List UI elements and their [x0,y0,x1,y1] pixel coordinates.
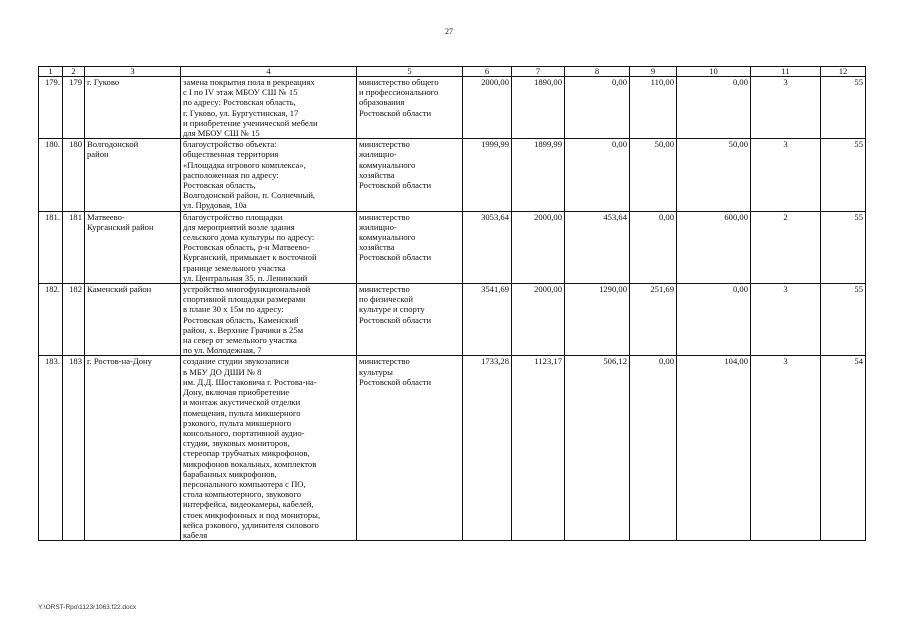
row-index: 181. [39,211,63,283]
row-number: 179 [63,77,85,139]
row-index: 183. [39,356,63,541]
value-cell: 3 [751,77,821,139]
table-header-row [39,67,866,77]
value-cell: 104,00 [677,356,751,541]
row-index: 180. [39,139,63,211]
column-header: 9 [630,67,677,77]
value-cell: 110,00 [630,77,677,139]
table-row [39,139,866,211]
ministry-cell: министерство культуры Ростовской области [357,356,463,541]
municipality-cell: г. Ростов-на-Дону [85,356,181,541]
value-cell: 506,12 [565,356,630,541]
column-header: 2 [63,67,85,77]
table-row [39,284,866,356]
value-cell: 0,00 [630,356,677,541]
value-cell: 2000,00 [512,284,565,356]
row-number: 181 [63,211,85,283]
description-cell: благоустройство площадки для мероприятий возле здания сельского дома культуры по адресу: Ростовская область, р-н Матвеево- Курганский, примыкает к восточной границе земельного участка ул. Центральная 35, п. Ленинский [181,211,357,283]
column-header: 8 [565,67,630,77]
value-cell: 453,64 [565,211,630,283]
row-index: 182. [39,284,63,356]
description-cell: замена покрытия пола в рекреациях с I по IV этаж МБОУ СШ № 15 по адресу: Ростовская область, г. Гуково, ул. Бургустинская, 17 и приобретение ученической мебели для МБОУ СШ № 15 [181,77,357,139]
value-cell: 1999,99 [463,139,512,211]
footer-file-path: Y:\ORST-Rpo\1123r1063.f22.docx [38,604,137,611]
value-cell: 1733,28 [463,356,512,541]
value-cell: 3 [751,139,821,211]
column-header: 5 [357,67,463,77]
column-header: 12 [821,67,866,77]
table-row [39,356,866,541]
value-cell: 2000,00 [512,211,565,283]
value-cell: 0,00 [630,211,677,283]
value-cell: 600,00 [677,211,751,283]
value-cell: 55 [821,77,866,139]
value-cell: 0,00 [565,77,630,139]
value-cell: 0,00 [677,284,751,356]
value-cell: 50,00 [630,139,677,211]
ministry-cell: министерство по физической культуре и спорту Ростовской области [357,284,463,356]
column-header: 4 [181,67,357,77]
municipality-cell: Каменский район [85,284,181,356]
value-cell: 54 [821,356,866,541]
value-cell: 3 [751,356,821,541]
value-cell: 1290,00 [565,284,630,356]
row-number: 183 [63,356,85,541]
value-cell: 1890,00 [512,77,565,139]
column-header: 7 [512,67,565,77]
value-cell: 55 [821,284,866,356]
value-cell: 3 [751,284,821,356]
value-cell: 50,00 [677,139,751,211]
value-cell: 1899,99 [512,139,565,211]
table-row [39,211,866,283]
projects-table [38,66,866,541]
ministry-cell: министерство жилищно- коммунального хозяйства Ростовской области [357,139,463,211]
ministry-cell: министерство общего и профессионального образования Ростовской области [357,77,463,139]
row-index: 179. [39,77,63,139]
column-header: 11 [751,67,821,77]
row-number: 182 [63,284,85,356]
row-number: 180 [63,139,85,211]
value-cell: 1123,17 [512,356,565,541]
value-cell: 2000,00 [463,77,512,139]
value-cell: 2 [751,211,821,283]
description-cell: создание студии звукозаписи в МБУ ДО ДШИ № 8 им. Д.Д. Шостаковича г. Ростова-на- Дону, включая приобретение и монтаж акустической отделки помещения, пульта микшерного рэкового, пульта микшерного консольного, портативной аудио- студии, звуковых мониторов, стереопар трубчатых микрофонов, микрофонов вокальных, комплектов барабанных микрофонов, персонального компьютера с ПО, стола компьютерного, звукового интерфейса, видеокамеры, кабелей, стоек микрофонных и под мониторы, кейса рэкового, удлинителя силового кабеля [181,356,357,541]
municipality-cell: г. Гуково [85,77,181,139]
value-cell: 0,00 [565,139,630,211]
value-cell: 3541,69 [463,284,512,356]
value-cell: 3053,64 [463,211,512,283]
column-header: 1 [39,67,63,77]
column-header: 3 [85,67,181,77]
value-cell: 251,69 [630,284,677,356]
ministry-cell: министерство жилищно- коммунального хозяйства Ростовской области [357,211,463,283]
column-header: 10 [677,67,751,77]
column-header: 6 [463,67,512,77]
value-cell: 0,00 [677,77,751,139]
table-row [39,77,866,139]
page-number: 27 [445,27,453,36]
value-cell: 55 [821,139,866,211]
value-cell: 55 [821,211,866,283]
description-cell: устройство многофункциональной спортивной площадки размерами в плане 30 х 15м по адресу: Ростовская область, Каменский район, х. Верхние Грачики в 25м на север от земельного участка по ул. Молодежная, 7 [181,284,357,356]
municipality-cell: Волгодонской район [85,139,181,211]
description-cell: благоустройство объекта: общественная территория «Площадка игрового комплекса», расположенная по адресу: Ростовская область, Волгодонской район, п. Солнечный, ул. Прудовая, 10а [181,139,357,211]
municipality-cell: Матвеево- Курганский район [85,211,181,283]
